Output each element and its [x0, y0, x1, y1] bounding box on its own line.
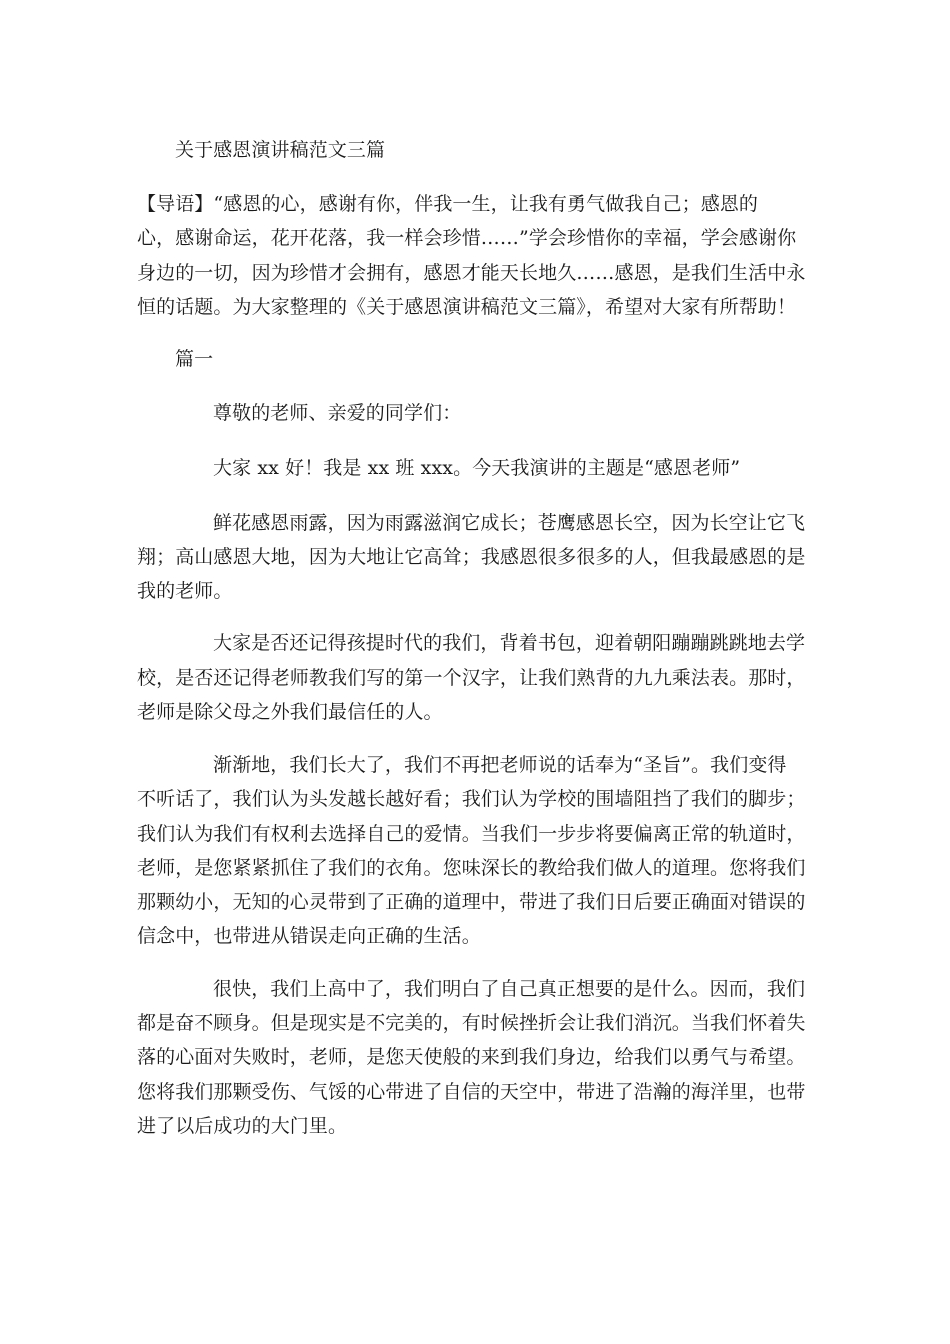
paragraph-line: 那颗幼小，无知的心灵带到了正确的道理中，带进了我们日后要正确面对错误的: [137, 891, 806, 913]
paragraph-line: 翔；高山感恩大地，因为大地让它高耸；我感恩很多很多的人，但我最感恩的是: [137, 546, 806, 568]
intro-line: 身边的一切，因为珍惜才会拥有，感恩才能天长地久……感恩，是我们生活中永: [137, 262, 806, 284]
paragraph-line: 鲜花感恩雨露，因为雨露滋润它成长；苍鹰感恩长空，因为长空让它飞: [213, 512, 806, 534]
paragraph-line: 落的心面对失败时，老师，是您天使般的来到我们身边，给我们以勇气与希望。: [137, 1046, 806, 1068]
paragraph-line: 大家是否还记得孩提时代的我们，背着书包，迎着朝阳蹦蹦跳跳地去学: [213, 632, 806, 654]
paragraph-line: 您将我们那颗受伤、气馁的心带进了自信的天空中，带进了浩瀚的海洋里，也带: [137, 1081, 806, 1103]
paragraph-line: 不听话了，我们认为头发越长越好看；我们认为学校的围墙阻挡了我们的脚步；: [137, 788, 806, 810]
intro-line: 心，感谢命运，花开花落，我一样会珍惜……”学会珍惜你的幸福，学会感谢你: [137, 227, 797, 249]
section-title: 篇一: [175, 348, 214, 370]
paragraph-line: 很快，我们上高中了，我们明白了自己真正想要的是什么。因而，我们: [213, 978, 806, 1000]
paragraph-line: 老师，是您紧紧抓住了我们的衣角。您味深长的教给我们做人的道理。您将我们: [137, 857, 806, 879]
paragraph-line: 老师是除父母之外我们最信任的人。: [137, 701, 443, 723]
document-title: 关于感恩演讲稿范文三篇: [175, 139, 386, 161]
salutation: 尊敬的老师、亲爱的同学们：: [213, 402, 462, 424]
paragraph-line: 渐渐地，我们长大了，我们不再把老师说的话奉为“圣旨”。我们变得: [213, 754, 787, 776]
intro-line: 恒的话题。为大家整理的《关于感恩演讲稿范文三篇》，希望对大家有所帮助！: [137, 296, 797, 318]
paragraph-line: 信念中，也带进从错误走向正确的生活。: [137, 925, 481, 947]
paragraph-line: 都是奋不顾身。但是现实是不完美的，有时候挫折会让我们消沉。当我们怀着失: [137, 1012, 806, 1034]
paragraph-line: 校，是否还记得老师教我们写的第一个汉字，让我们熟背的九九乘法表。那时，: [137, 667, 806, 689]
greeting: 大家 xx 好！我是 xx 班 xxx。今天我演讲的主题是“感恩老师”: [213, 457, 741, 479]
paragraph-line: 我的老师。: [137, 580, 233, 602]
intro-line: 【导语】“感恩的心，感谢有你，伴我一生，让我有勇气做我自己；感恩的: [137, 193, 759, 215]
paragraph-line: 进了以后成功的大门里。: [137, 1115, 348, 1137]
paragraph-line: 我们认为我们有权利去选择自己的爱情。当我们一步步将要偏离正常的轨道时，: [137, 823, 806, 845]
